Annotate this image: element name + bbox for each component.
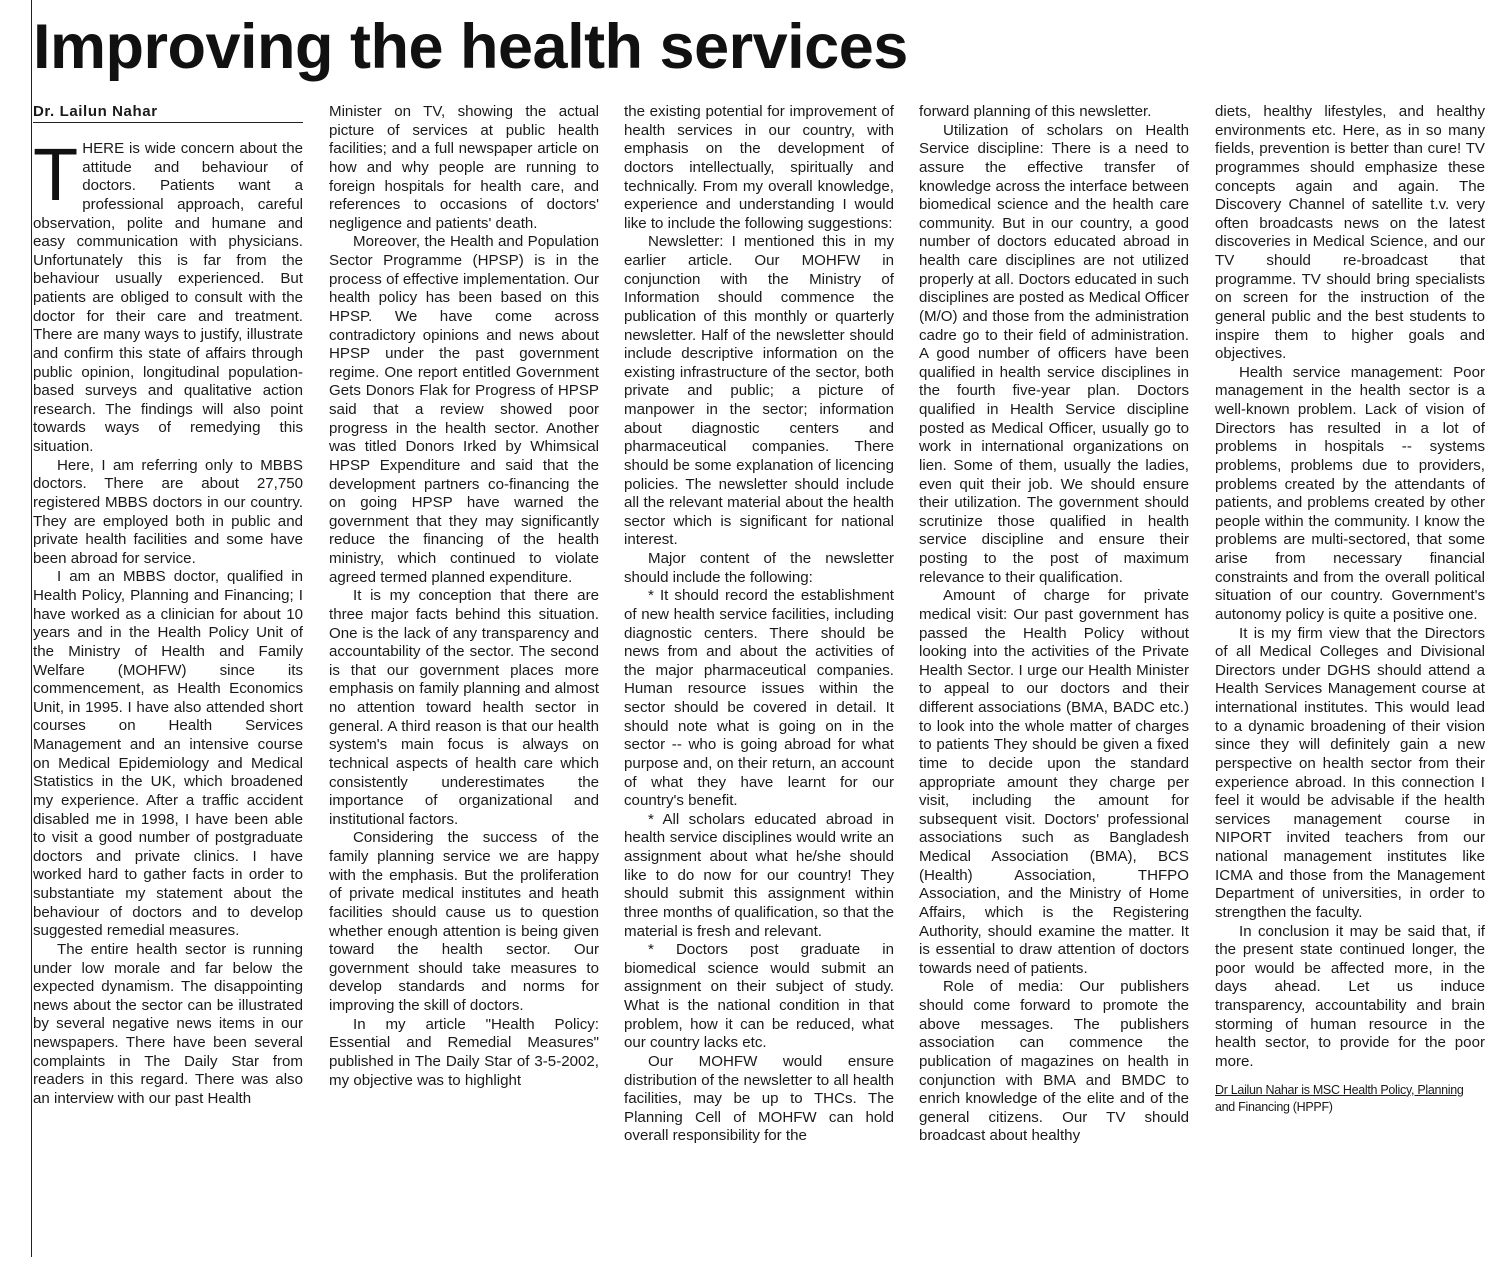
paragraph: Newsletter: I mentioned this in my earlier article. Our MOHFW in conjunction with the Ministry of Information should commence the publication of this monthly or quarterly newsletter. Half of the newsletter should include descriptive information on the existing infrastructure of the sector, both private and public; a picture of manpower in the sector; information about diagnostic centers and pharmaceutical companies. There should be some explanation of licencing policies. The newsletter should include all the relevant material about the health sector which is significant for national interest.: [624, 233, 894, 549]
paragraph: * It should record the establishment of new health service facilities, including diagnostic centers. There should be news from and about the activities of the major pharmaceutical companies. Human resource issues within the sector should be covered in detail. It should note what is going on in the sector -- who is going abroad for what purpose and, on their return, an account of what they have learnt for our country's benefit.: [624, 587, 894, 810]
byline: Dr. Lailun Nahar: [33, 103, 303, 123]
paragraph: Amount of charge for private medical visit: Our past government has passed the Health Policy without looking into the activities of the Private Health Sector. I urge our Health Minister to appeal to our doctors and their different associations (BMA, BADC etc.) to look into the whole matter of charges to patients They should be given a fixed time to decide upon the standard appropriate amount they charge per visit, including the amount for subsequent visit. Doctors' professional associations such as Bangladesh Medical Association (BMA), BCS (Health) Association, THFPO Association, and the Ministry of Home Affairs, which is the Registering Authority, should examine the matter. It is essential to draw attention of doctors towards need of patients.: [919, 587, 1189, 977]
paragraph: I am an MBBS doctor, qualified in Health Policy, Planning and Financing; I have worked as a clinician for about 10 years and in the Health Policy Unit of the Ministry of Health and Family Welfare (MOHFW) since its commencement, as Health Economics Unit, in 1995. I have also attended short courses on Health Services Management and an intensive course on Medical Epidemiology and Medical Statistics in the UK, which broadened my experience. After a traffic accident disabled me in 1998, I have been able to visit a good number of postgraduate doctors and private clinics. I have worked hard to gather facts in order to substantiate my statement about the behaviour of doctors and to develop suggested remedial measures.: [33, 568, 303, 940]
paragraph: The entire health sector is running under low morale and far below the expected dynamism. The disappointing news about the sector can be illustrated by several negative news items in our newspapers. There have been several complaints in The Daily Star from readers in this regard. There was also an interview with our past Health: [33, 940, 303, 1107]
paragraph: It is my conception that there are three major facts behind this situation. One is the lack of any transparency and accountability of the sector. The second is that our government places more emphasis on family planning and almost no attention toward health sector in general. A third reason is that our health system's main focus is always on technical aspects of health care which consistently underestimates the importance of organizational and institutional factors.: [329, 587, 599, 828]
paragraph: Health service management: Poor management in the health sector is a well-known problem. Lack of vision of Directors has resulted in a lot of problems in hospitals -- systems problems, problems due to providers, problems created by the attendants of patients, and problems created by other people within the community. I know the problems are multi-sectored, that some arise from necessary financial constraints and from the overall political situation of our country. Government's autonomy policy is quite a positive one.: [1215, 363, 1485, 623]
paragraph: It is my firm view that the Directors of all Medical Colleges and Divisional Directors under DGHS should attend a Health Services Management course at international institutes. This would lead to a dynamic broadening of their vision since they will definitely gain a new perspective on health sector from their experience abroad. In this connection I feel it would be advisable if the health services management course in NIPORT invited teachers from our national management institutes like ICMA and those from the Management Department of universities, in order to strengthen the faculty.: [1215, 624, 1485, 921]
article-column-2: [329, 103, 599, 1251]
paragraph: forward planning of this newsletter.: [919, 103, 1152, 120]
paragraph: Role of media: Our publishers should come forward to promote the above messages. The publishers association can commence the publication of magazines on health in conjunction with BMA and BMDC to enrich knowledge of the elite and of the general citizens. Our TV should broadcast about healthy: [919, 978, 1189, 1145]
paragraph: Here, I am referring only to MBBS doctors. There are about 27,750 registered MBBS doctors in our country. They are employed both in public and private health facilities and some have been abroad for service.: [33, 456, 303, 567]
paragraph: the existing potential for improvement of health services in our country, with emphasis on the development of doctors intellectually, spiritually and technically. From my overall knowledge, experience and understanding I would like to include the following suggestions:: [624, 103, 894, 232]
article-column-5: [1215, 103, 1485, 1251]
article-column-1: [33, 103, 303, 1251]
paragraph: Major content of the newsletter should include the following:: [624, 550, 894, 586]
paragraph: diets, healthy lifestyles, and healthy environments etc. Here, as in so many fields, prevention is better than cure! TV programmes should emphasize these concepts again and again. The Discovery Channel of satellite t.v. very often broadcasts news on the latest discoveries in Medical Science, and our TV should re-broadcast that programme. TV should bring specialists on screen for the instruction of the general public and the best students to inspire them to higher goals and objectives.: [1215, 103, 1485, 363]
headline: Improving the health services: [33, 12, 908, 82]
paragraph: Moreover, the Health and Population Sector Programme (HPSP) is in the process of effective implementation. Our health policy has been based on this HPSP. We have come across contradictory opinions and news about HPSP under the past government regime. One report entitled Government Gets Donors Flak for Progress of HPSP said that a review showed poor progress in the health sector. Another was titled Donors Irked by Whimsical HPSP Expenditure and said that the development partners co-financing the on going HPSP have warned the government that they may significantly reduce the financing of the health ministry, which continued to violate agreed termed planned expenditure.: [329, 233, 599, 586]
author-footnote: [1215, 1082, 1485, 1116]
paragraph: Considering the success of the family planning service we are happy with the emphasis. But the proliferation of private medical institutes and heath facilities should cause us to question whether enough attention is being given toward the health sector. Our government should take measures to develop standards and norms for improving the skill of doctors.: [329, 829, 599, 1014]
footnote-line-2: and Financing (HPPF): [1215, 1099, 1333, 1114]
paragraph: * All scholars educated abroad in health service disciplines would write an assignment about what he/she should like to do now for our country! They should submit this assignment within three months of qualification, so that the material is fresh and relevant.: [624, 810, 894, 940]
paragraph: * Doctors post graduate in biomedical science would submit an assignment on their subject of study. What is the national condition in that problem, how it can be reduced, what our country lacks etc.: [624, 941, 894, 1052]
lead-paragraph: [33, 133, 303, 457]
paragraph: In my article "Health Policy: Essential and Remedial Measures" published in The Daily Star of 3-5-2002, my objective was to highlight: [329, 1015, 599, 1089]
paragraph: In conclusion it may be said that, if the present state continued longer, the poor would be affected more, in the days ahead. Let us induce transparency, accountability and brain storming of human resource in the health sector, to provide for the poor more.: [1215, 922, 1485, 1070]
paragraph: Our MOHFW would ensure distribution of the newsletter to all health facilities, may be up to THCs. The Planning Cell of MOHFW can hold overall responsibility for the: [624, 1052, 894, 1145]
lead-text: HERE is wide concern about the attitude and behaviour of doctors. Patients want a professional approach, careful observation, polite and humane and easy communication with physicians. Unfortunately this is far from the behaviour usually experienced. But patients are obliged to consult with the doctor for their care and treatment. There are many ways to justify, illustrate and confirm this state of affairs through public opinion, longitudinal population-based surveys and qualitative action research. The findings will also point towards ways of remedying this situation.: [33, 140, 303, 455]
footnote-line-1: Dr Lailun Nahar is MSC Health Policy, Planning: [1215, 1082, 1464, 1097]
article-column-4: [919, 103, 1189, 1251]
paragraph: Minister on TV, showing the actual picture of services at public health facilities; and a full newspaper article on how and why people are running to foreign hospitals for health care, and references to occasions of doctors' negligence and patients' death.: [329, 103, 599, 232]
article-column-3: [624, 103, 894, 1251]
paragraph: Utilization of scholars on Health Service discipline: There is a need to assure the effective transfer of knowledge across the interface between biomedical science and the health care community. But in our country, a good number of doctors educated abroad in health care disciplines are not utilized properly at all. Doctors educated in such disciplines are posted as Medical Officer (M/O) and those from the administration cadre go to their field of administration. A good number of officers have been qualified in health service disciplines in the fourth five-year plan. Doctors qualified in Health Service discipline posted as Medical Officer, usually go to work in international organizations on lien. Some of them, usually the ladies, even quit their job. We should ensure their utilization. The government should scrutinize those qualified in health service discipline and ensure their posting to the post of maximum relevance to their qualification.: [919, 121, 1189, 586]
drop-cap: T: [33, 133, 79, 216]
